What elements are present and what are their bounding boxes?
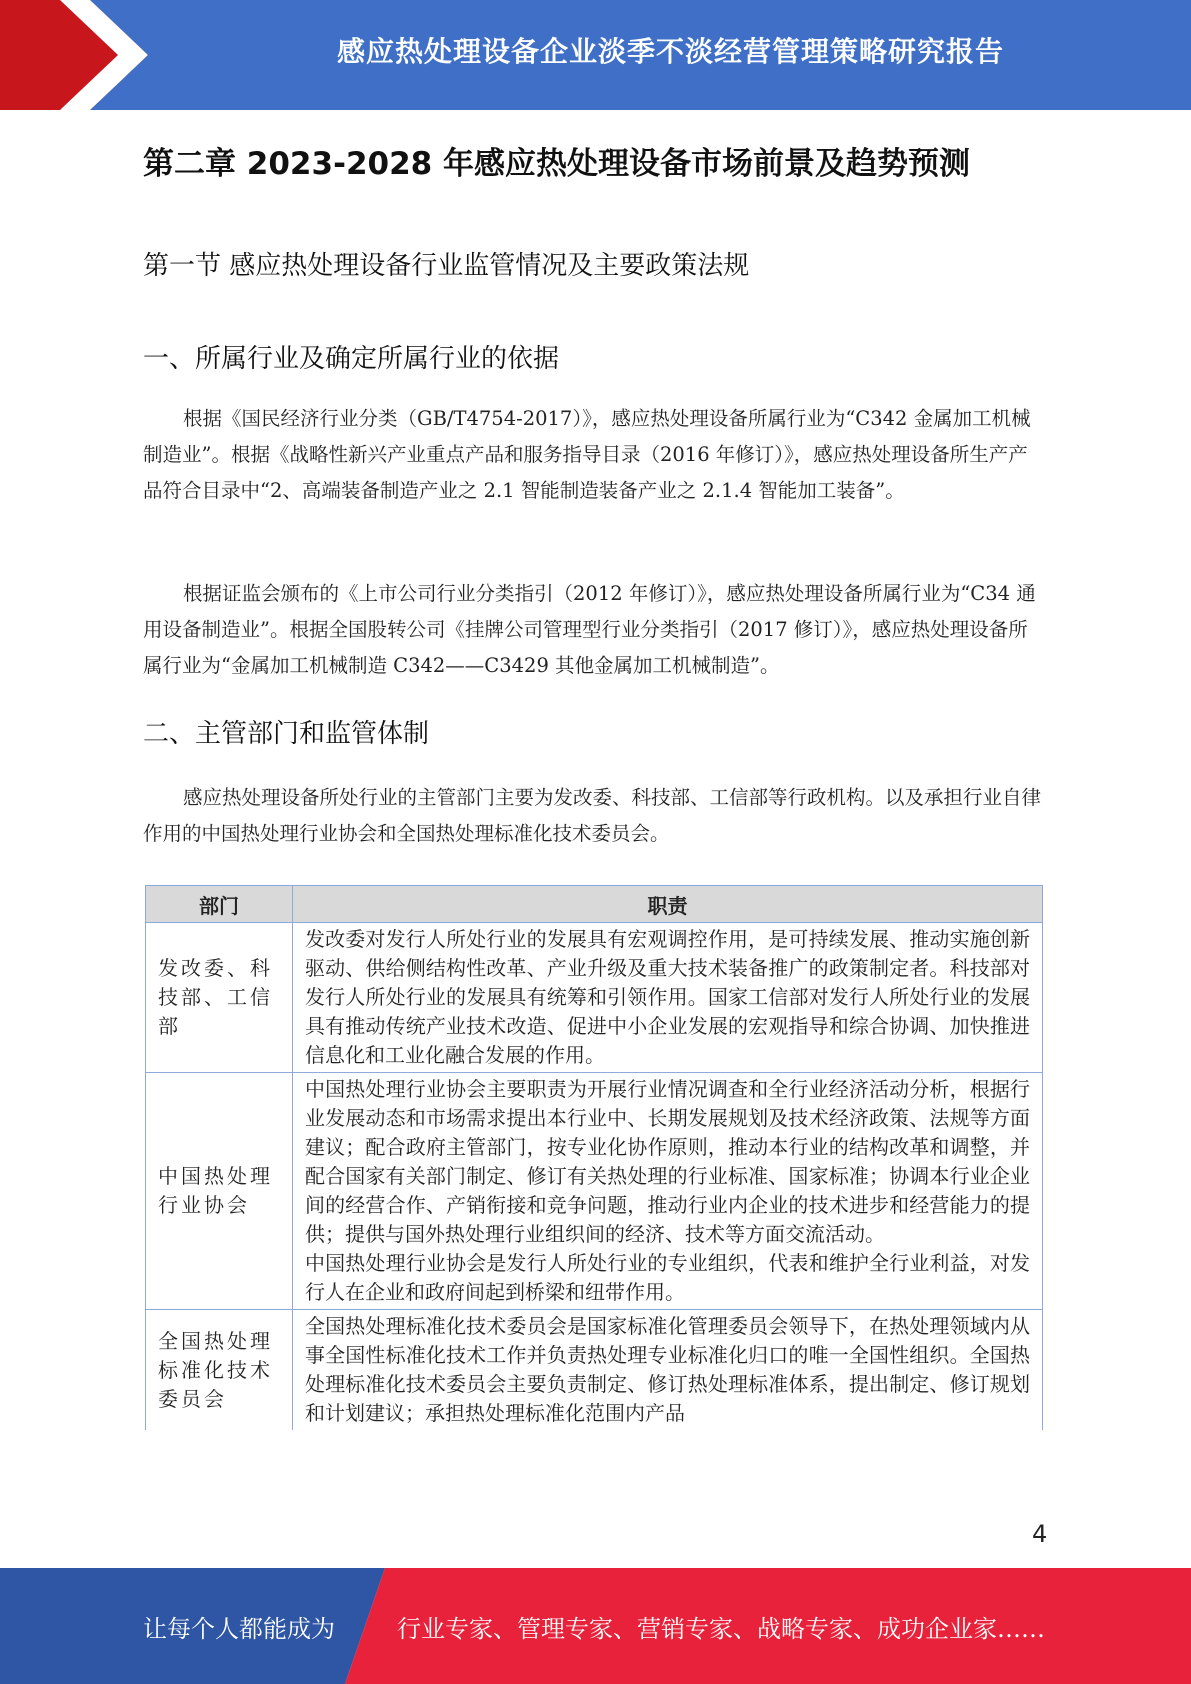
- footer-slogan-left: 让每个人都能成为: [143, 1614, 335, 1643]
- table-cell-duty-text: 中国热处理行业协会主要职责为开展行业情况调查和全行业经济活动分析，根据行业发展动态和市场需求提出本行业中、长期发展规划及技术经济政策、法规等方面建议；配合政府主管部门，按专业化协作原则，推动本行业的结构改革和调整，并配合国家有关部门制定、修订有关热处理的行业标准、国家标准；协调本行业企业间的经营合作、产销衔接和竞争问题，推动行业内企业的技术进步和经营能力的提供；提供与国外热处理行业组织间的经济、技术等方面交流活动。: [305, 1077, 1030, 1246]
- report-title: 感应热处理设备企业淡季不淡经营管理策略研究报告: [336, 35, 1004, 68]
- paragraph-industry-basis-2: 根据证监会颁布的《上市公司行业分类指引（2012 年修订）》，感应热处理设备所属行业为“C34 通用设备制造业”。根据全国股转公司《挂牌公司管理型行业分类指引（2017 修订）》，感应热处理设备所属行业为“金属加工机械制造 C342——C3429 其他金属加工机械制造”。: [143, 582, 1036, 677]
- table-header-row: [146, 886, 1043, 923]
- table-header-duty: 职责: [293, 886, 1043, 923]
- table-row: [146, 1073, 1043, 1310]
- footer-slogan-right: 行业专家、管理专家、营销专家、战略专家、成功企业家……: [397, 1614, 1045, 1643]
- table-cell-duty: 全国热处理标准化技术委员会是国家标准化管理委员会领导下，在热处理领域内从事全国性标准化技术工作并负责热处理专业标准化归口的唯一全国性组织。全国热处理标准化技术委员会主要负责制定、修订热处理标准体系，提出制定、修订规划和计划建议；承担热处理标准化范围内产品: [293, 1310, 1043, 1431]
- duty-table: [145, 885, 1043, 1430]
- header-arrow-decoration: [0, 0, 150, 110]
- table-header-dept: 部门: [146, 886, 293, 923]
- subsection-title-industry: 一、所属行业及确定所属行业的依据: [143, 344, 560, 374]
- table-cell-duty: 发改委对发行人所处行业的发展具有宏观调控作用，是可持续发展、推动实施创新驱动、供给侧结构性改革、产业升级及重大技术装备推广的政策制定者。科技部对发行人所处行业的发展具有统筹和引领作用。国家工信部对发行人所处行业的发展具有推动传统产业技术改造、促进中小企业发展的宏观指导和综合协调、加快推进信息化和工业化融合发展的作用。: [293, 923, 1043, 1073]
- duty-table-container: [143, 885, 1048, 1455]
- section-title: 第一节 感应热处理设备行业监管情况及主要政策法规: [143, 251, 750, 281]
- subsection-title-regulation: 二、主管部门和监管体制: [143, 719, 430, 749]
- table-cell-duty-text-2: 中国热处理行业协会是发行人所处行业的专业组织，代表和维护全行业利益，对发行人在企业和政府间起到桥梁和纽带作用。: [305, 1251, 1030, 1304]
- page-number: 4: [1032, 1520, 1048, 1548]
- chapter-title: 第二章 2023-2028 年感应热处理设备市场前景及趋势预测: [143, 146, 971, 182]
- table-cell-duty: [293, 1073, 1043, 1310]
- paragraph-regulation: 感应热处理设备所处行业的主管部门主要为发改委、科技部、工信部等行政机构。以及承担行业自律作用的中国热处理行业协会和全国热处理标准化技术委员会。: [143, 786, 1042, 845]
- table-cell-dept: 中国热处理行业协会: [146, 1073, 293, 1310]
- report-header: [0, 0, 1191, 110]
- table-cell-dept: 全国热处理标准化技术委员会: [146, 1310, 293, 1431]
- table-row: [146, 1310, 1043, 1431]
- paragraph-industry-basis-1: 根据《国民经济行业分类（GB/T4754-2017）》，感应热处理设备所属行业为“C342 金属加工机械制造业”。根据《战略性新兴产业重点产品和服务指导目录（2016 年修订）》，感应热处理设备所生产产品符合目录中“2、高端装备制造产业之 2.1 智能制造装备产业之 2.1.4 智能加工装备”。: [143, 407, 1031, 502]
- report-footer: [0, 1568, 1191, 1684]
- table-row: [146, 923, 1043, 1073]
- table-cell-dept: 发改委、科技部、工信部: [146, 923, 293, 1073]
